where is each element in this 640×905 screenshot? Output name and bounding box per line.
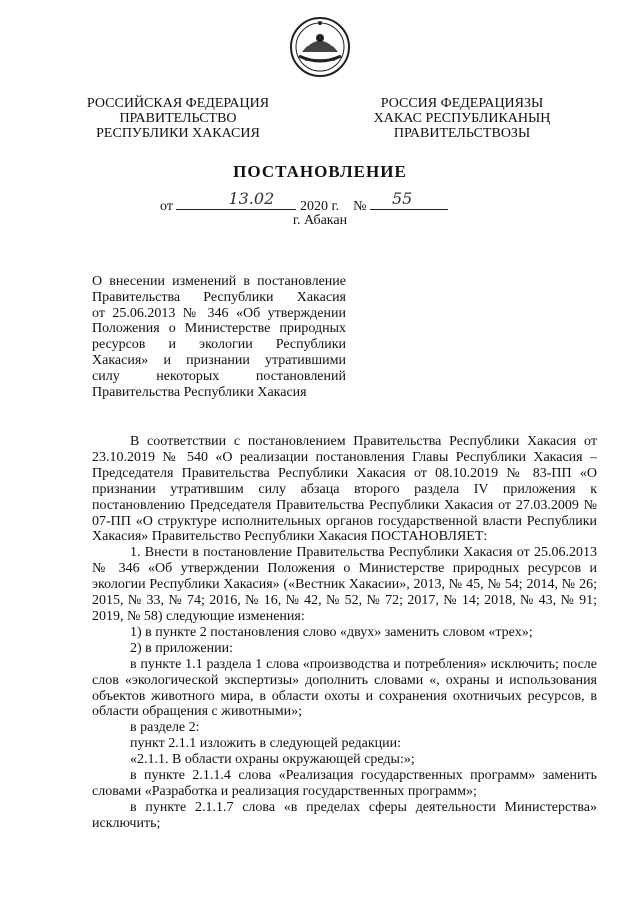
date-field [176,189,296,210]
date-prefix: от [160,199,173,214]
body-paragraph: пункт 2.1.1 изложить в следующей редакции: [130,736,401,752]
header-left [78,96,278,141]
number-field [370,189,448,210]
number-value: 55 [391,189,413,208]
city-label: г. Абакан [292,213,348,228]
body-paragraph: «2.1.1. В области охраны окружающей среды:»; [130,752,415,768]
header-right [362,96,562,141]
body-paragraph: в пункте 2.1.1.7 слова «в пределах сферы деятельности Министерства» исключить; [92,799,597,831]
header-right-line: ПРАВИТЕЛЬСТВОЗЫ [393,126,531,141]
body-paragraph: 1) в пункте 2 постановления слово «двух» заменить словом «трех»; [130,624,533,640]
subject-line: О внесении изменений в постановление [92,274,346,289]
subject-block [92,274,346,400]
body-paragraph: 1. Внести в постановление Правительства Республики Хакасия от 25.06.2013 № 346 «Об утверждении Положения о Министерстве природных ресурсов и экологии Республики Хакасия» («Вестник Хакасии», 2013, № 45, № 54; 2014, № 26; 2015, № 33, № 74; 2016, № 16, № 42, № 52, № 72; 2017, № 14; 2018, № 43, № 91; 2019, № 58) следующие изменения: [92,545,597,624]
body-paragraph: в разделе 2: [130,720,200,736]
header-left-line: РОССИЙСКАЯ ФЕДЕРАЦИЯ [86,96,270,111]
body-paragraph: 2) в приложении: [130,640,233,656]
year-label: 2020 г. [299,199,340,214]
body-paragraph: В соответствии с постановлением Правительства Республики Хакасия от 23.10.2019 № 540 «О реализации постановления Главы Республики Хакасия – Председателя Правительства Республики Хакасия от 08.10.2019 № 83-ПП «О признании утратившим силу абзаца второго раздела IV приложения к постановлению Председателя Правительства Республики Хакасия от 27.03.2009 № 07-ПП «О структуре исполнительных органов государственной власти Республики Хакасия» Правительство Республики Хакасия ПОСТАНОВЛЯЕТ: [92,434,597,545]
subject-line: Правительства Республики Хакасия [92,289,346,305]
subject-line: силу некоторых постановлений [92,368,346,384]
subject-line: ресурсов и экологии Республики [92,337,346,353]
date-value: 13.02 [228,189,275,208]
subject-line: от 25.06.2013 № 346 «Об утверждении [92,305,346,321]
subject-line: Правительства Республики Хакасия [92,384,307,400]
header-right-line: РОССИЯ ФЕДЕРАЦИЯЗЫ [380,96,544,111]
document-body [92,434,597,832]
body-paragraph: в пункте 1.1 раздела 1 слова «производства и потребления» исключить; после слов «экологической экспертизы» дополнить словами «, охраны и использования объектов животного мира, в области охоты и сохранения охотничьих ресурсов, в области обращения с животными»; [92,656,597,720]
body-paragraph: в пункте 2.1.1.4 слова «Реализация государственных программ» заменить словами «Разработка и реализация государственных программ»; [92,768,597,799]
subject-line: Хакасия» и признании утратившими [92,352,346,368]
header-left-line: ПРАВИТЕЛЬСТВО [119,111,237,126]
header-left-line: РЕСПУБЛИКИ ХАКАСИЯ [96,126,260,141]
emblem-icon [289,16,351,78]
subject-line: Положения о Министерстве природных [92,321,346,337]
document-title: ПОСТАНОВЛЕНИЕ [233,162,407,181]
header-right-line: ХАКАС РЕСПУБЛИКАНЫҢ [373,111,551,126]
number-sign: № [353,199,367,214]
date-line [160,189,490,215]
